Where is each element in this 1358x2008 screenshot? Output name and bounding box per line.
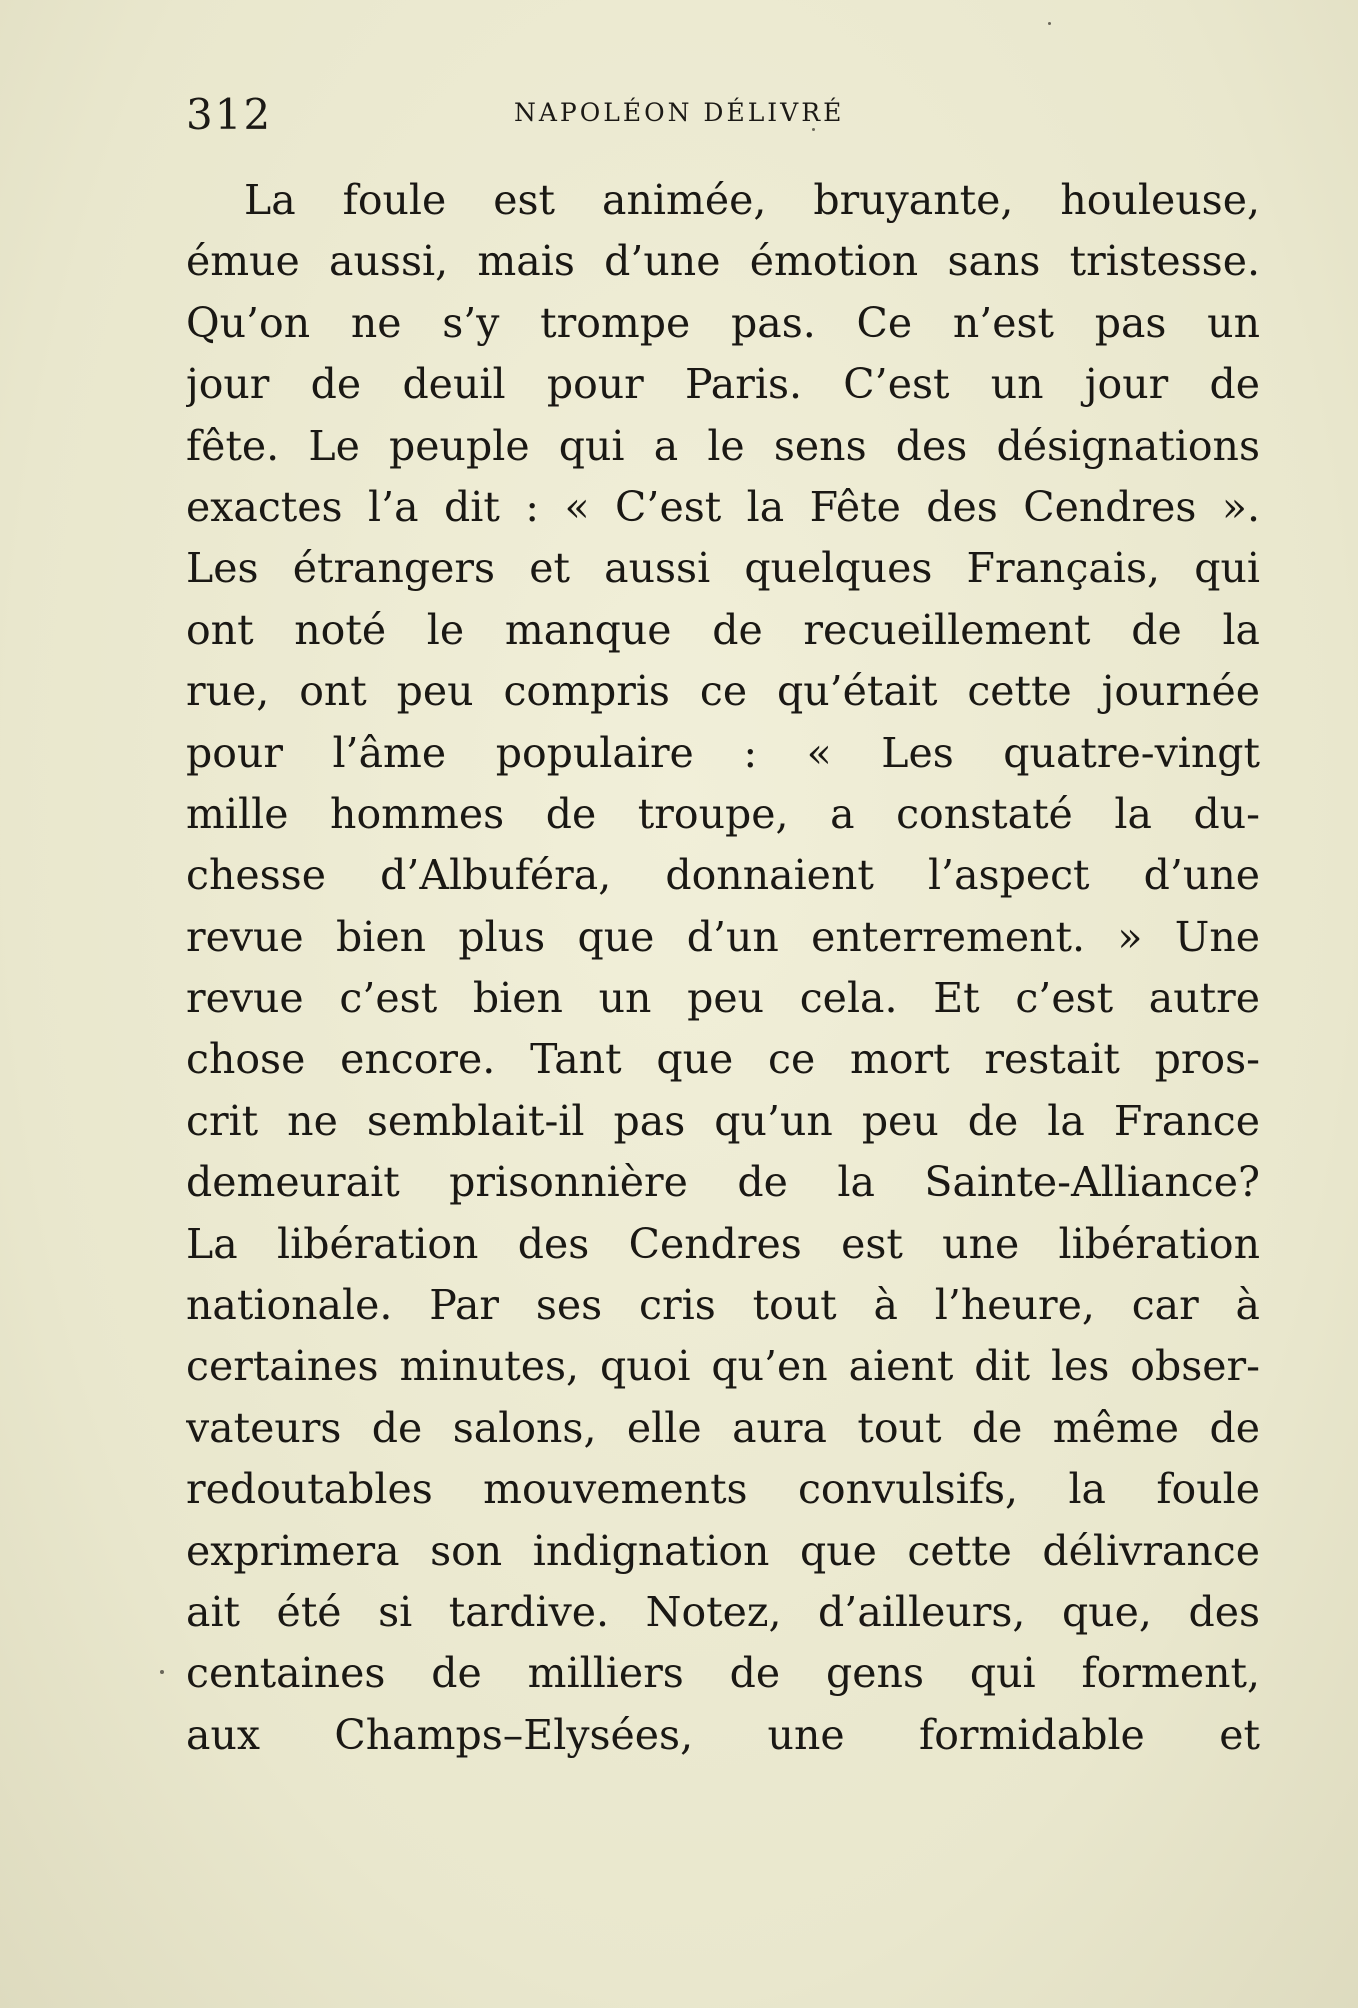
text-line: exactes l’a dit : « C’est la Fête des Cendres ». — [186, 482, 1260, 531]
text-line: La libération des Cendres est une libération — [186, 1219, 1260, 1268]
text-line: certaines minutes, quoi qu’en aient dit les obser- — [186, 1342, 1260, 1391]
text-line: demeurait prisonnière de la Sainte-Alliance? — [186, 1158, 1260, 1207]
text-line: crit ne semblait-il pas qu’un peu de la France — [186, 1096, 1260, 1145]
text-line: émue aussi, mais d’une émotion sans tristesse. — [186, 237, 1260, 286]
text-line: chesse d’Albuféra, donnaient l’aspect d’une — [186, 851, 1260, 900]
text-line: mille hommes de troupe, a constaté la du- — [186, 789, 1260, 838]
text-line: La foule est animée, bruyante, houleuse, — [244, 176, 1260, 224]
text-line: jour de deuil pour Paris. C’est un jour de — [186, 360, 1260, 409]
text-line: fête. Le peuple qui a le sens des désignations — [186, 421, 1260, 470]
text-line: revue c’est bien un peu cela. Et c’est autre — [186, 974, 1260, 1023]
text-line: nationale. Par ses cris tout à l’heure, car à — [186, 1281, 1260, 1330]
page-header — [186, 90, 1250, 140]
paper-speck — [812, 128, 815, 131]
text-line: ait été si tardive. Notez, d’ailleurs, que, des — [186, 1587, 1260, 1636]
text-line: pour l’âme populaire : « Les quatre-vingt — [186, 728, 1260, 777]
text-line: Les étrangers et aussi quelques Français, qui — [186, 544, 1260, 593]
text-line: ont noté le manque de recueillement de la — [186, 605, 1260, 654]
text-line: Qu’on ne s’y trompe pas. Ce n’est pas un — [186, 298, 1260, 347]
text-line: aux Champs–Elysées, une formidable et — [186, 1710, 1260, 1759]
paper-speck — [1048, 22, 1051, 25]
text-line: vateurs de salons, elle aura tout de même de — [186, 1403, 1260, 1452]
text-line: chose encore. Tant que ce mort restait pros- — [186, 1035, 1260, 1084]
paper-speck — [160, 1670, 164, 1674]
text-line: centaines de milliers de gens qui forment, — [186, 1649, 1260, 1698]
text-line: redoutables mouvements convulsifs, la foule — [186, 1465, 1260, 1514]
body-text — [186, 170, 1260, 1766]
page-number: 312 — [186, 90, 273, 139]
running-title: NAPOLÉON DÉLIVRÉ — [514, 98, 845, 127]
text-line: revue bien plus que d’un enterrement. » Une — [186, 912, 1260, 961]
text-line: rue, ont peu compris ce qu’était cette journée — [186, 667, 1260, 716]
text-line: exprimera son indignation que cette délivrance — [186, 1526, 1260, 1575]
